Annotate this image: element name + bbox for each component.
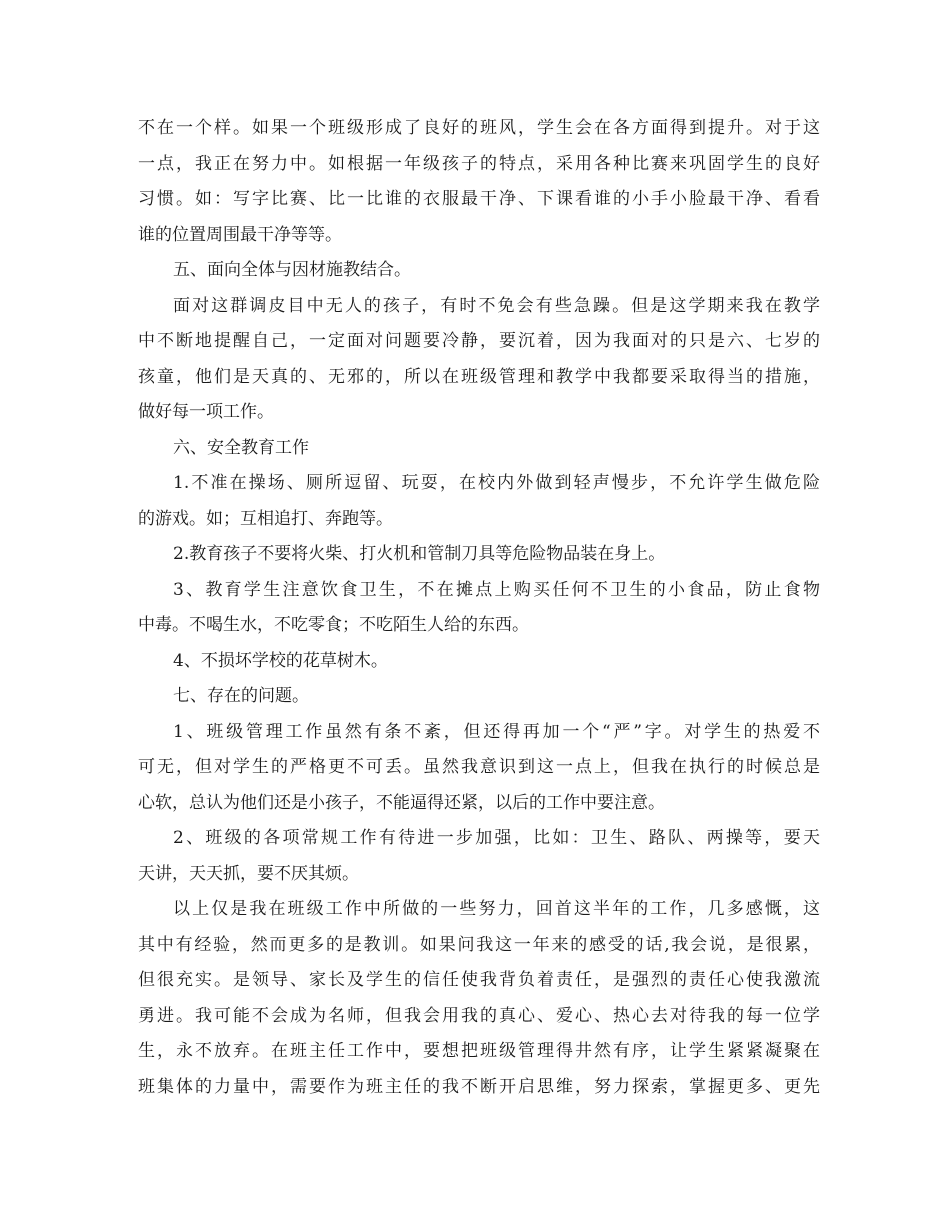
text-line: 1、班级管理工作虽然有条不紊，但还得再加一个“严”字。对学生的热爱不 (173, 721, 820, 742)
text-line: 可无，但对学生的严格更不可丢。虽然我意识到这一点上，但我在执行的时候总是 (138, 757, 820, 777)
text-line: 一点，我正在努力中。如根据一年级孩子的特点，采用各种比赛来巩固学生的良好 (138, 153, 820, 174)
section-heading: 七、存在的问题。 (173, 686, 309, 706)
text-line: 1.不准在操场、厕所逗留、玩耍，在校内外做到轻声慢步，不允许学生做危险 (173, 473, 820, 493)
text-line: 的游戏。如；互相追打、奔跑等。 (138, 508, 393, 529)
text-line: 面对这群调皮目中无人的孩子，有时不免会有些急躁。但是这学期来我在教学 (173, 295, 820, 316)
text-line: 不在一个样。如果一个班级形成了良好的班风，学生会在各方面得到提升。对于这 (138, 118, 820, 138)
text-line: 班集体的力量中，需要作为班主任的我不断开启思维，努力探索，掌握更多、更先 (138, 1076, 820, 1097)
text-line: 生，永不放弃。在班主任工作中，要想把班级管理得井然有序，让学生紧紧凝聚在 (138, 1041, 820, 1061)
section-heading: 六、安全教育工作 (173, 437, 309, 458)
text-line: 以上仅是我在班级工作中所做的一些努力，回首这半年的工作，几多感慨，这 (173, 899, 820, 919)
text-line: 中不断地提醒自己，一定面对问题要冷静，要沉着，因为我面对的只是六、七岁的 (138, 331, 820, 351)
text-line: 2.教育孩子不要将火柴、打火机和管制刀具等危险物品装在身上。 (173, 544, 666, 564)
text-line: 孩童，他们是天真的、无邪的，所以在班级管理和教学中我都要采取得当的措施， (138, 366, 820, 387)
text-line: 勇进。我可能不会成为名师，但我会用我的真心、爱心、热心去对待我的每一位学 (138, 1005, 820, 1026)
text-line: 谁的位置周围最干净等等。 (138, 224, 342, 245)
text-line: 其中有经验，然而更多的是教训。如果问我这一年来的感受的话,我会说，是很累， (138, 934, 820, 955)
section-heading: 五、面向全体与因材施教结合。 (173, 260, 411, 280)
text-line: 4、不损坏学校的花草树木。 (173, 650, 388, 671)
text-line: 心软，总认为他们还是小孩子，不能逼得还紧，以后的工作中要注意。 (138, 792, 665, 813)
text-line: 习惯。如：写字比赛、比一比谁的衣服最干净、下课看谁的小手小脸最干净、看看 (138, 189, 820, 209)
text-line: 但很充实。是领导、家长及学生的信任使我背负着责任，是强烈的责任心使我激流 (138, 970, 820, 990)
text-line: 3、教育学生注意饮食卫生，不在摊点上购买任何不卫生的小食品，防止食物 (173, 579, 820, 600)
text-line: 天讲，天天抓，要不厌其烦。 (138, 863, 359, 884)
document-body (138, 111, 820, 1105)
text-line: 中毒。不喝生水，不吃零食；不吃陌生人给的东西。 (138, 615, 529, 635)
text-line: 2、班级的各项常规工作有待进一步加强，比如：卫生、路队、两操等，要天 (173, 828, 820, 848)
text-line: 做好每一项工作。 (138, 402, 274, 422)
